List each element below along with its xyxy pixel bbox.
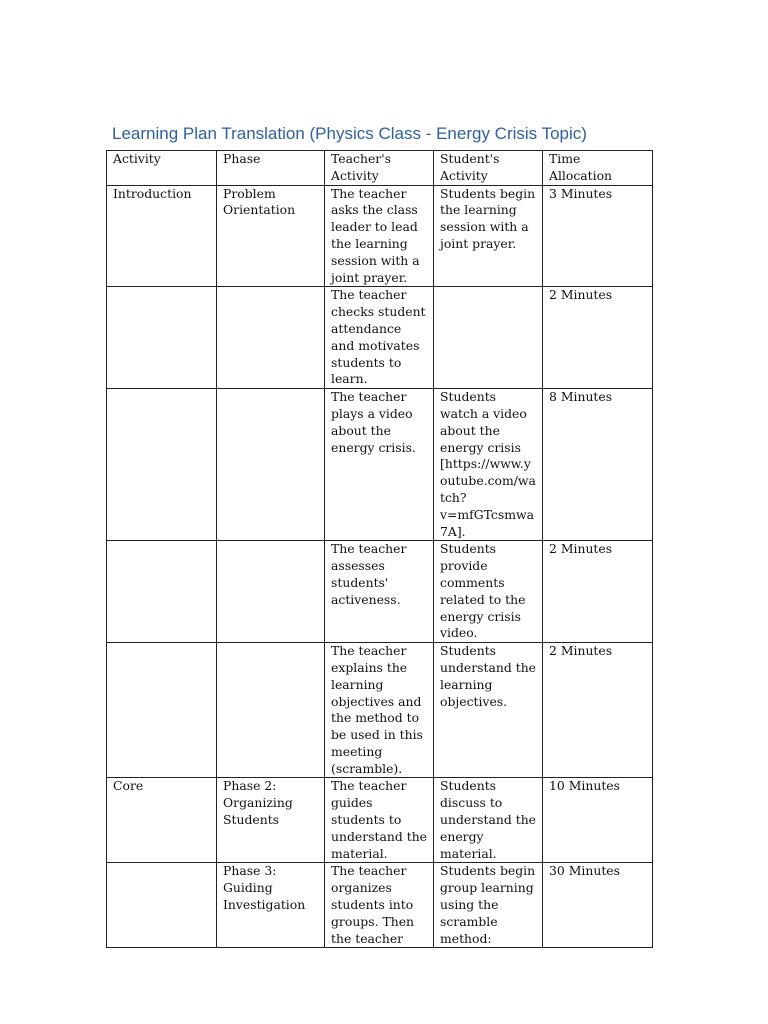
teacher-activity-cell: The teacher explains the learning objectives and the method to be used in this meeting (scramble).	[325, 643, 434, 778]
activity-cell	[107, 541, 217, 643]
header-students-activity: Student's Activity	[434, 151, 543, 186]
time-allocation-cell: 8 Minutes	[543, 389, 653, 541]
phase-cell	[217, 389, 325, 541]
phase-cell: Phase 3: Guiding Investigation	[217, 863, 325, 948]
activity-cell	[107, 389, 217, 541]
document-title: Learning Plan Translation (Physics Class - Energy Crisis Topic)	[112, 124, 587, 143]
teacher-activity-cell: The teacher checks student attendance and motivates students to learn.	[325, 287, 434, 389]
time-allocation-cell: 2 Minutes	[543, 541, 653, 643]
table-row	[107, 541, 653, 643]
time-allocation-cell: 10 Minutes	[543, 778, 653, 863]
phase-cell	[217, 541, 325, 643]
teacher-activity-cell: The teacher plays a video about the energy crisis.	[325, 389, 434, 541]
learning-plan-table	[106, 150, 653, 948]
student-activity-cell: Students watch a video about the energy crisis [https://www.youtube.com/watch?v=mfGTcsmwa7A].	[434, 389, 543, 541]
header-teachers-activity: Teacher's Activity	[325, 151, 434, 186]
table-row	[107, 287, 653, 389]
phase-cell: Problem Orientation	[217, 185, 325, 287]
table-row	[107, 863, 653, 948]
activity-cell: Introduction	[107, 185, 217, 287]
header-activity: Activity	[107, 151, 217, 186]
header-time-allocation: Time Allocation	[543, 151, 653, 186]
student-activity-cell	[434, 287, 543, 389]
student-activity-cell: Students discuss to understand the energy material.	[434, 778, 543, 863]
phase-cell	[217, 287, 325, 389]
activity-cell	[107, 643, 217, 778]
student-activity-cell: Students begin group learning using the scramble method:	[434, 863, 543, 948]
time-allocation-cell: 30 Minutes	[543, 863, 653, 948]
phase-cell: Phase 2: Organizing Students	[217, 778, 325, 863]
phase-cell	[217, 643, 325, 778]
header-phase: Phase	[217, 151, 325, 186]
table-row	[107, 389, 653, 541]
table-row	[107, 185, 653, 287]
activity-cell: Core	[107, 778, 217, 863]
time-allocation-cell: 3 Minutes	[543, 185, 653, 287]
teacher-activity-cell: The teacher assesses students' activeness.	[325, 541, 434, 643]
teacher-activity-cell: The teacher guides students to understand the material.	[325, 778, 434, 863]
activity-cell	[107, 863, 217, 948]
student-activity-cell: Students understand the learning objectives.	[434, 643, 543, 778]
student-activity-cell: Students begin the learning session with a joint prayer.	[434, 185, 543, 287]
teacher-activity-cell: The teacher asks the class leader to lead the learning session with a joint prayer.	[325, 185, 434, 287]
table-header-row	[107, 151, 653, 186]
table-row	[107, 778, 653, 863]
time-allocation-cell: 2 Minutes	[543, 287, 653, 389]
time-allocation-cell: 2 Minutes	[543, 643, 653, 778]
student-activity-cell: Students provide comments related to the energy crisis video.	[434, 541, 543, 643]
table-row	[107, 643, 653, 778]
activity-cell	[107, 287, 217, 389]
teacher-activity-cell: The teacher organizes students into groups. Then the teacher	[325, 863, 434, 948]
